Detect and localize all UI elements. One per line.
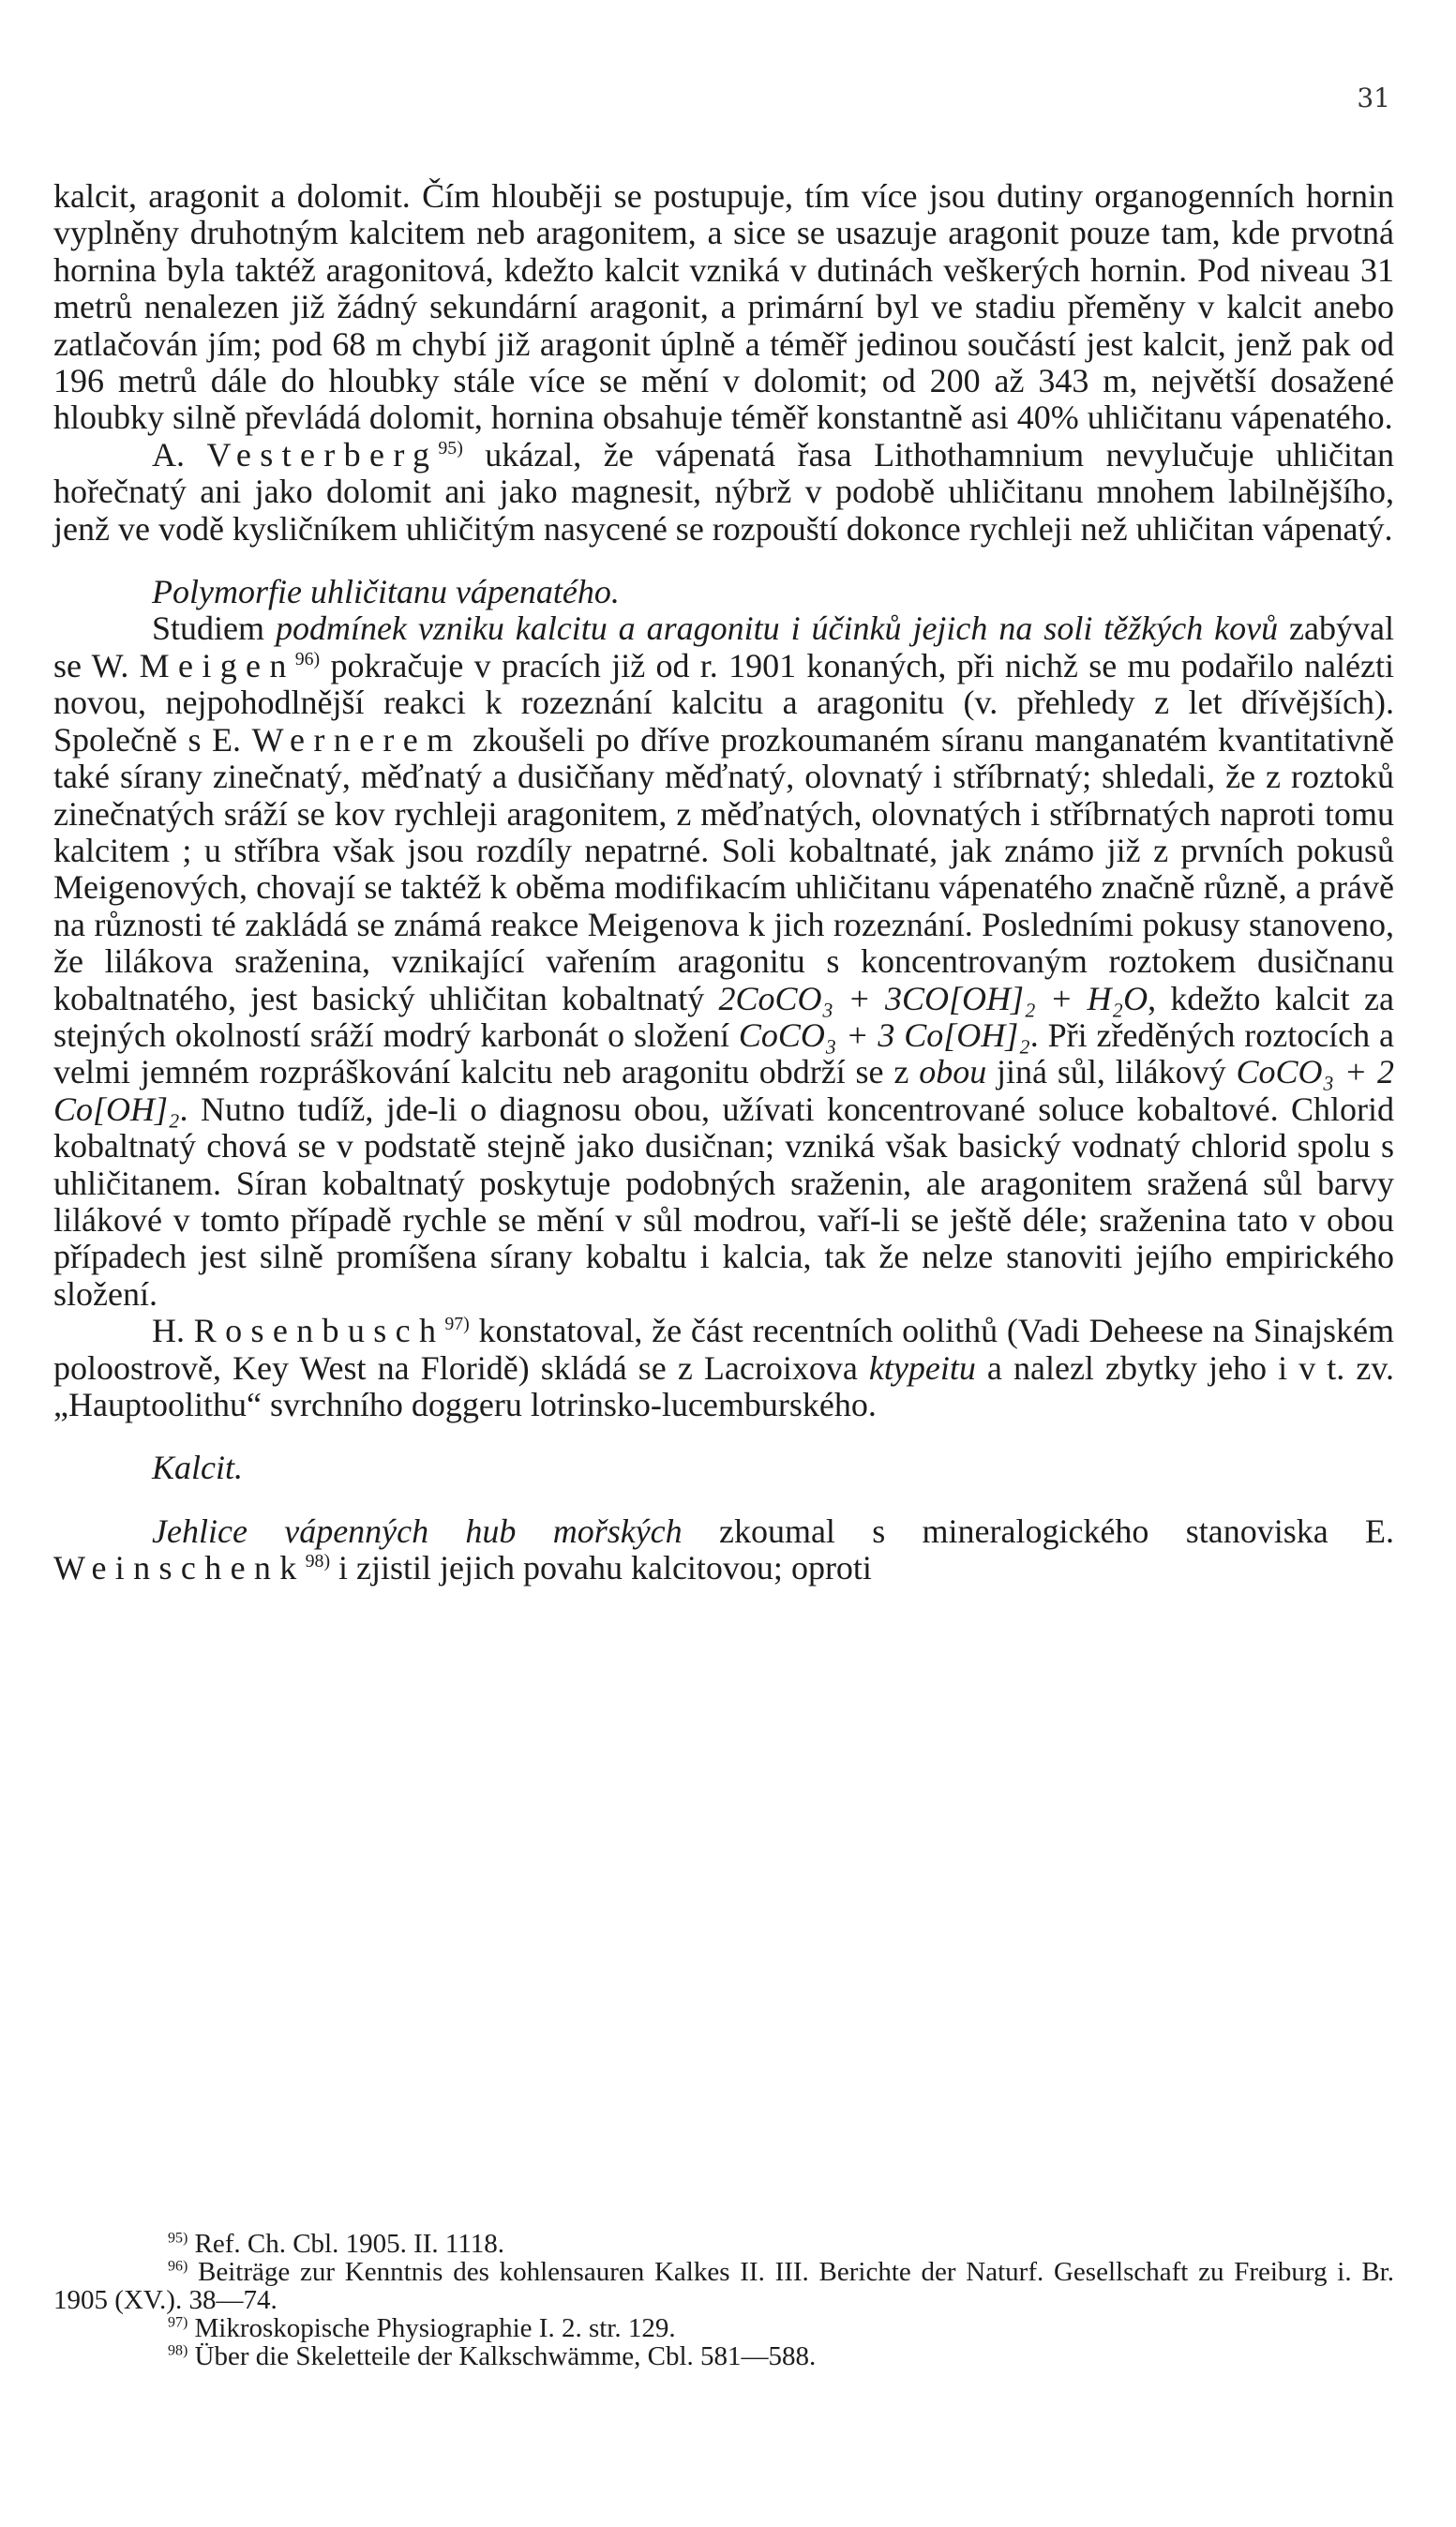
paragraph-dolomite: kalcit, aragonit a dolomit. Čím hlouběji se postupuje, tím více jsou dutiny organogenních hornin vyplněny druhotným kalcitem neb aragonitem, a sice se usazuje aragonit pouze tam, kde prvotná hornina byla taktéž aragonitová, kdežto kalcit vzniká v dutinách veškerých hornin. Pod niveau 31 metrů nenalezen již žádný sekundární aragonit, a primární byl ve stadiu přeměny v kalcit anebo zatlačován jím; pod 68 m chybí již aragonit úplně a téměř jedinou součástí jest kalcit, jenž pak od 196 metrů dále do hloubky stále více se mění v dolomit; od 200 až 343 m, největší dosažené hloubky silně převládá dolomit, hornina obsahuje téměř konstantně asi 40% uhličitanu vápenatého. (53, 177, 1394, 437)
main-text (53, 178, 1394, 1587)
author-initial: H. (152, 1312, 185, 1350)
footnote: $^{97)}$ Mikroskopische Physiographie I. 2. str. 129. (168, 2313, 676, 2343)
paragraph-vesterberg: A. Vesterberg$^{95)}$ ukázal, že vápenatá řasa Lithothamnium nevylučuje uhličitan hořečnatý ani jako dolomit ani jako magnesit, nýbrž v podobě uhličitanu mnohem labilnějšího, jenž ve vodě kysličníkem uhličitým nasycené se rozpouští dokonce rychleji než uhličitan vápenatý. (53, 435, 1394, 548)
paragraph-rosenbusch: H. Rosenbusch$^{97)}$ konstatoval, že část recentních oolithů (Vadi Deheese na Sinajském poloostrově, Key West na Floridě) skládá se z Lacroixova ktypeitu a nalezl zbytky jeho i v t. zv. „Hauptoolithu“ svrchního doggeru lotrinsko-lucemburského. (53, 1312, 1395, 1423)
footnote: $^{96)}$ Beiträge zur Kenntnis des kohlensauren Kalkes II. III. Berichte der Naturf. Gesellschaft zu Freiburg i. Br. 1905 (XV.). 38—74. (53, 2257, 1394, 2315)
footnote: $^{98)}$ Über die Skeletteile der Kalkschwämme, Cbl. 581—588. (168, 2341, 817, 2371)
footnote-ref: 95) (438, 437, 463, 459)
author-name: Rosenbusch (193, 1312, 445, 1350)
paragraph-meigen: Studiem podmínek vzniku kalcitu a aragonitu i účinků jejich na soli těžkých kovů zabýval se W. Meigen$^{96)}$ pokračuje v pracích již od r. 1901 konaných, při nichž se mu podařilo nalézti novou, nejpohodlnější reakci k rozeznání kalcitu a aragonitu (v. přehledy z let dřívějších). Společně s E. Wernerem zkoušeli po dříve prozkoumaném síranu manganatém kvantitativně také sírany zinečnatý, měďnatý a dusičňany měďnatý, olovnatý i stříbrnatý; shledali, že z roztoků zinečnatých sráží se kov rychleji aragonitem, z měďnatých, olovnatých i stříbrnatých naproti tomu kalcitem ; u stříbra však jsou rozdíly nepatrné. Soli kobaltnaté, jak známo již z prvních pokusů Meigenových, chovají se taktéž k oběma modifikacím uhličitanu vápenatého značně různě, a právě na různosti té zakládá se známá reakce Meigenova k jich rozeznání. Posledními pokusy stanoveno, že lilákova sraženina, vznikající vařením aragonitu s koncentrovaným roztokem dusičnanu kobaltnatého, jest basický uhličitan kobaltnatý 2CoCO₃ + 3CO[OH]₂ + H₂O, kdežto kalcit za stejných okolností sráží modrý karbonát o složení CoCO₃ + 3 Co[OH]₂. Při zředěných roztocích a velmi jemném rozpráškování kalcitu neb aragonitu obdrží se z obou jiná sůl, lilákový CoCO₃ + 2 Co[OH]₂. Nutno tudíž, jde-li o diagnosu obou, užívati koncentrované soluce kobaltové. Chlorid kobaltnatý chová se v podstatě stejně jako dusičnan; vzniká však basický vodnatý chlorid spolu s uhličitanem. Síran kobaltnatý poskytuje podobných sraženin, ale aragonitem sražená sůl barvy lilákové v tomto případě rychle se mění v sůl modrou, vaří-li se ještě déle; sraženina tato v obou případech jest silně promíšena sírany kobaltu i kalcia, tak že nelze stanoviti jejího empirického složení. (53, 609, 1394, 1313)
emphasis: Jehlice vápenných hub mořských (152, 1512, 683, 1550)
footnote-ref: 96) (294, 648, 321, 669)
page-number: 31 (1357, 83, 1390, 113)
footnote-ref: 98) (305, 1551, 331, 1572)
footnotes (53, 2230, 1394, 2370)
author-name: Weinschenk (53, 1549, 306, 1587)
author-name: Vesterberg (206, 435, 439, 474)
author-initial: A. (152, 435, 185, 474)
chemical-formula: 2CoCO₃ + 3CO[OH]₂ + H₂O (718, 979, 1148, 1017)
chemical-formula: CoCO₃ + 2 Co[OH]₂ (53, 1053, 1394, 1128)
paragraph-weinschenk: Jehlice vápenných hub mořských zkoumal s mineralogického stanoviska E. Weinschenk$^{98)}$ i zjistil jejich povahu kalcitovou; oproti (53, 1512, 1394, 1587)
section-heading-polymorphy: Polymorfie uhličitanu vápenatého. (152, 573, 620, 611)
footnote-ref: 97) (444, 1314, 470, 1335)
emphasis: obou (919, 1053, 987, 1091)
chemical-formula: CoCO₃ + 3 Co[OH]₂ (738, 1015, 1030, 1054)
footnote: $^{95)}$ Ref. Ch. Cbl. 1905. II. 1118. (168, 2229, 505, 2259)
section-heading-calcite: Kalcit. (152, 1449, 243, 1487)
author-name: Meigen (139, 646, 295, 684)
emphasis: ktypeitu (868, 1348, 976, 1387)
author-name: Wernerem (251, 720, 462, 759)
emphasis: podmínek vzniku kalcitu a aragonitu i účinků jejich na soli těžkých kovů (275, 609, 1279, 648)
